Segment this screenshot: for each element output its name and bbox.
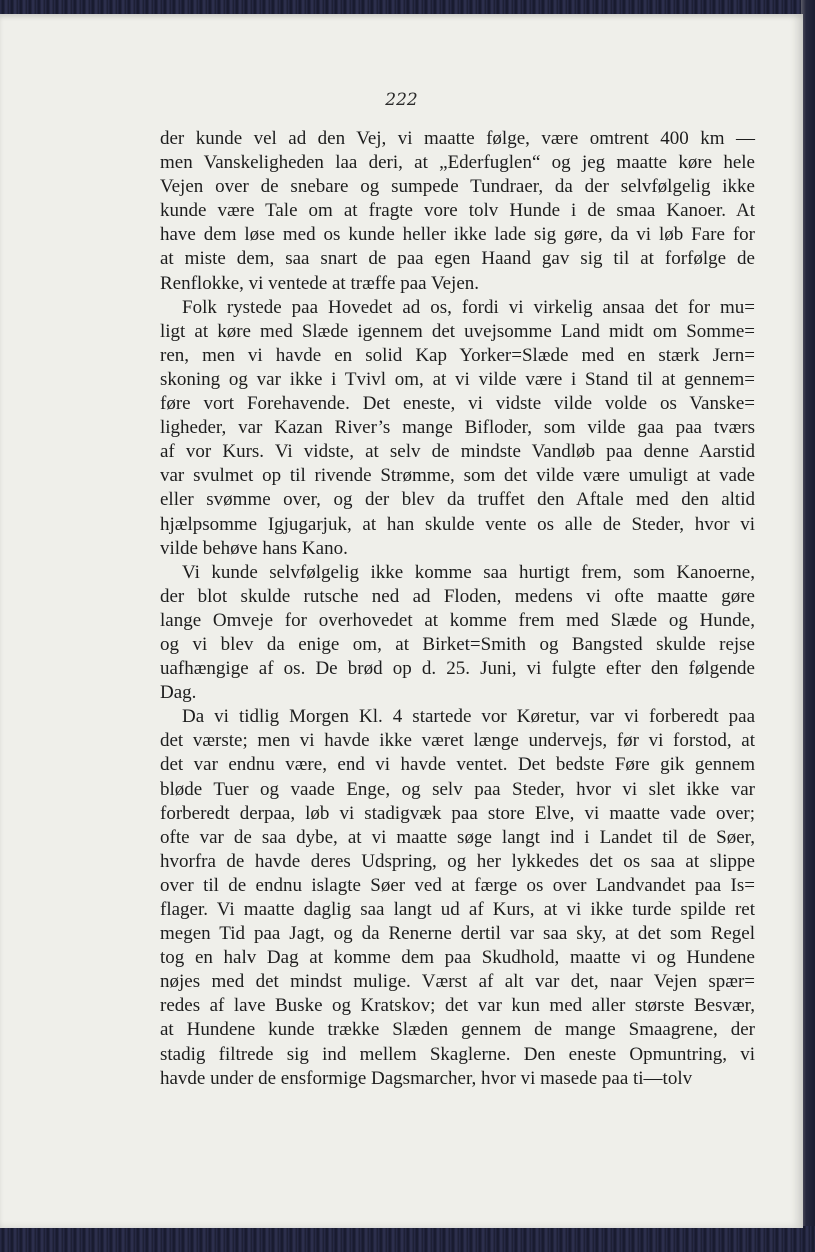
text-line: Folk rystede paa Hovedet ad os, fordi vi virkelig ansaa det for mu= xyxy=(182,296,755,318)
text-line: Renflokke, vi ventede at træffe paa Vejen. xyxy=(160,272,480,294)
book-page xyxy=(0,14,803,1228)
text-line: nøjes med det mindst mulige. Værst af alt var det, naar Vejen spær= xyxy=(160,971,755,993)
text-line: uafhængige af os. De brød op d. 25. Juni, vi fulgte efter den følgende xyxy=(160,658,755,680)
text-line: hjælpsomme Igjugarjuk, at han skulde vente os alle de Steder, hvor vi xyxy=(160,513,755,535)
text-line: flager. Vi maatte daglig saa langt ud af Kurs, at vi ikke turde spilde ret xyxy=(160,899,755,920)
text-line: der kunde vel ad den Vej, vi maatte følge, være omtrent 400 km — xyxy=(160,128,755,149)
text-line: hvorfra de havde deres Udspring, og her lykkedes det os saa at slippe xyxy=(160,850,755,872)
text-line: stadig filtrede sig ind mellem Skaglerne. Den eneste Opmuntring, vi xyxy=(160,1043,755,1065)
text-line: ofte var de saa dybe, at vi maatte søge langt ind i Landet til de Søer, xyxy=(160,826,755,848)
text-line: at Hundene kunde trække Slæden gennem de mange Smaagrene, der xyxy=(160,1019,755,1041)
book-bottom-edge xyxy=(0,1226,815,1252)
text-line: have dem løse med os kunde heller ikke lade sig gøre, da vi løb Fare for xyxy=(160,224,755,246)
text-line: og vi blev da enige om, at Birket=Smith og Bangsted skulde rejse xyxy=(160,633,755,655)
text-line: men Vanskeligheden laa deri, at „Ederfuglen“ og jeg maatte køre hele xyxy=(160,152,755,174)
text-line: vilde behøve hans Kano. xyxy=(160,537,348,559)
text-line: forberedt derpaa, løb vi stadigvæk paa store Elve, vi maatte vade over; xyxy=(160,802,755,824)
text-line: at miste dem, saa snart de paa egen Haand gav sig til at forfølge de xyxy=(160,248,755,270)
text-line: ligt at køre med Slæde igennem det uvejsomme Land midt om Somme= xyxy=(160,320,755,342)
text-line: Vejen over de snebare og sumpede Tundraer, da der selvfølgelig ikke xyxy=(160,176,755,198)
text-line: Dag. xyxy=(160,682,197,704)
text-line: det værste; men vi havde ikke været længe undervejs, før vi forstod, at xyxy=(160,730,755,752)
text-line: det var endnu være, end vi havde ventet. Det bedste Føre gik gennem xyxy=(160,754,755,776)
body-text xyxy=(160,127,755,1091)
text-line: føre vort Forehavende. Det eneste, vi vidste vilde volde os Vanske= xyxy=(160,393,755,415)
text-line: Vi kunde selvfølgelig ikke komme saa hurtigt frem, som Kanoerne, xyxy=(182,561,755,583)
text-line: eller svømme over, og der blev da truffet den Aftale med den altid xyxy=(160,489,755,511)
text-line: skoning og var ikke i Tvivl om, at vi vilde være i Stand til at gennem= xyxy=(160,368,755,390)
text-line: var svulmet op til rivende Strømme, som det vilde være umuligt at vade xyxy=(160,465,755,487)
text-line: lange Omveje for overhovedet at komme frem med Slæde og Hunde, xyxy=(160,609,755,631)
text-line: tog en halv Dag at komme dem paa Skudhold, maatte vi og Hundene xyxy=(160,947,755,969)
text-line: megen Tid paa Jagt, og da Renerne dertil var saa sky, at det som Regel xyxy=(160,923,755,945)
page-number: 222 xyxy=(385,90,418,110)
text-line: ligheder, var Kazan River’s mange Bifloder, som vilde gaa paa tværs xyxy=(160,417,755,439)
book-spine-edge xyxy=(801,0,815,1252)
text-line: havde under de ensformige Dagsmarcher, hvor vi masede paa ti—tolv xyxy=(160,1067,693,1089)
text-line: redes af lave Buske og Kratskov; det var kun med aller største Besvær, xyxy=(160,995,755,1017)
text-line: Da vi tidlig Morgen Kl. 4 startede vor Køretur, var vi forberedt paa xyxy=(182,706,755,728)
text-line: ren, men vi havde en solid Kap Yorker=Slæde med en stærk Jern= xyxy=(160,344,755,366)
text-line: over til de endnu islagte Søer ved at færge os over Landvandet paa Is= xyxy=(160,874,755,896)
text-line: kunde være Tale om at fragte vore tolv Hunde i de smaa Kanoer. At xyxy=(160,200,755,222)
text-line: af vor Kurs. Vi vidste, at selv de mindste Vandløb paa denne Aarstid xyxy=(160,441,755,463)
text-line: bløde Tuer og vaade Enge, og selv paa Steder, hvor vi slet ikke var xyxy=(160,778,755,800)
text-line: der blot skulde rutsche ned ad Floden, medens vi ofte maatte gøre xyxy=(160,585,755,607)
